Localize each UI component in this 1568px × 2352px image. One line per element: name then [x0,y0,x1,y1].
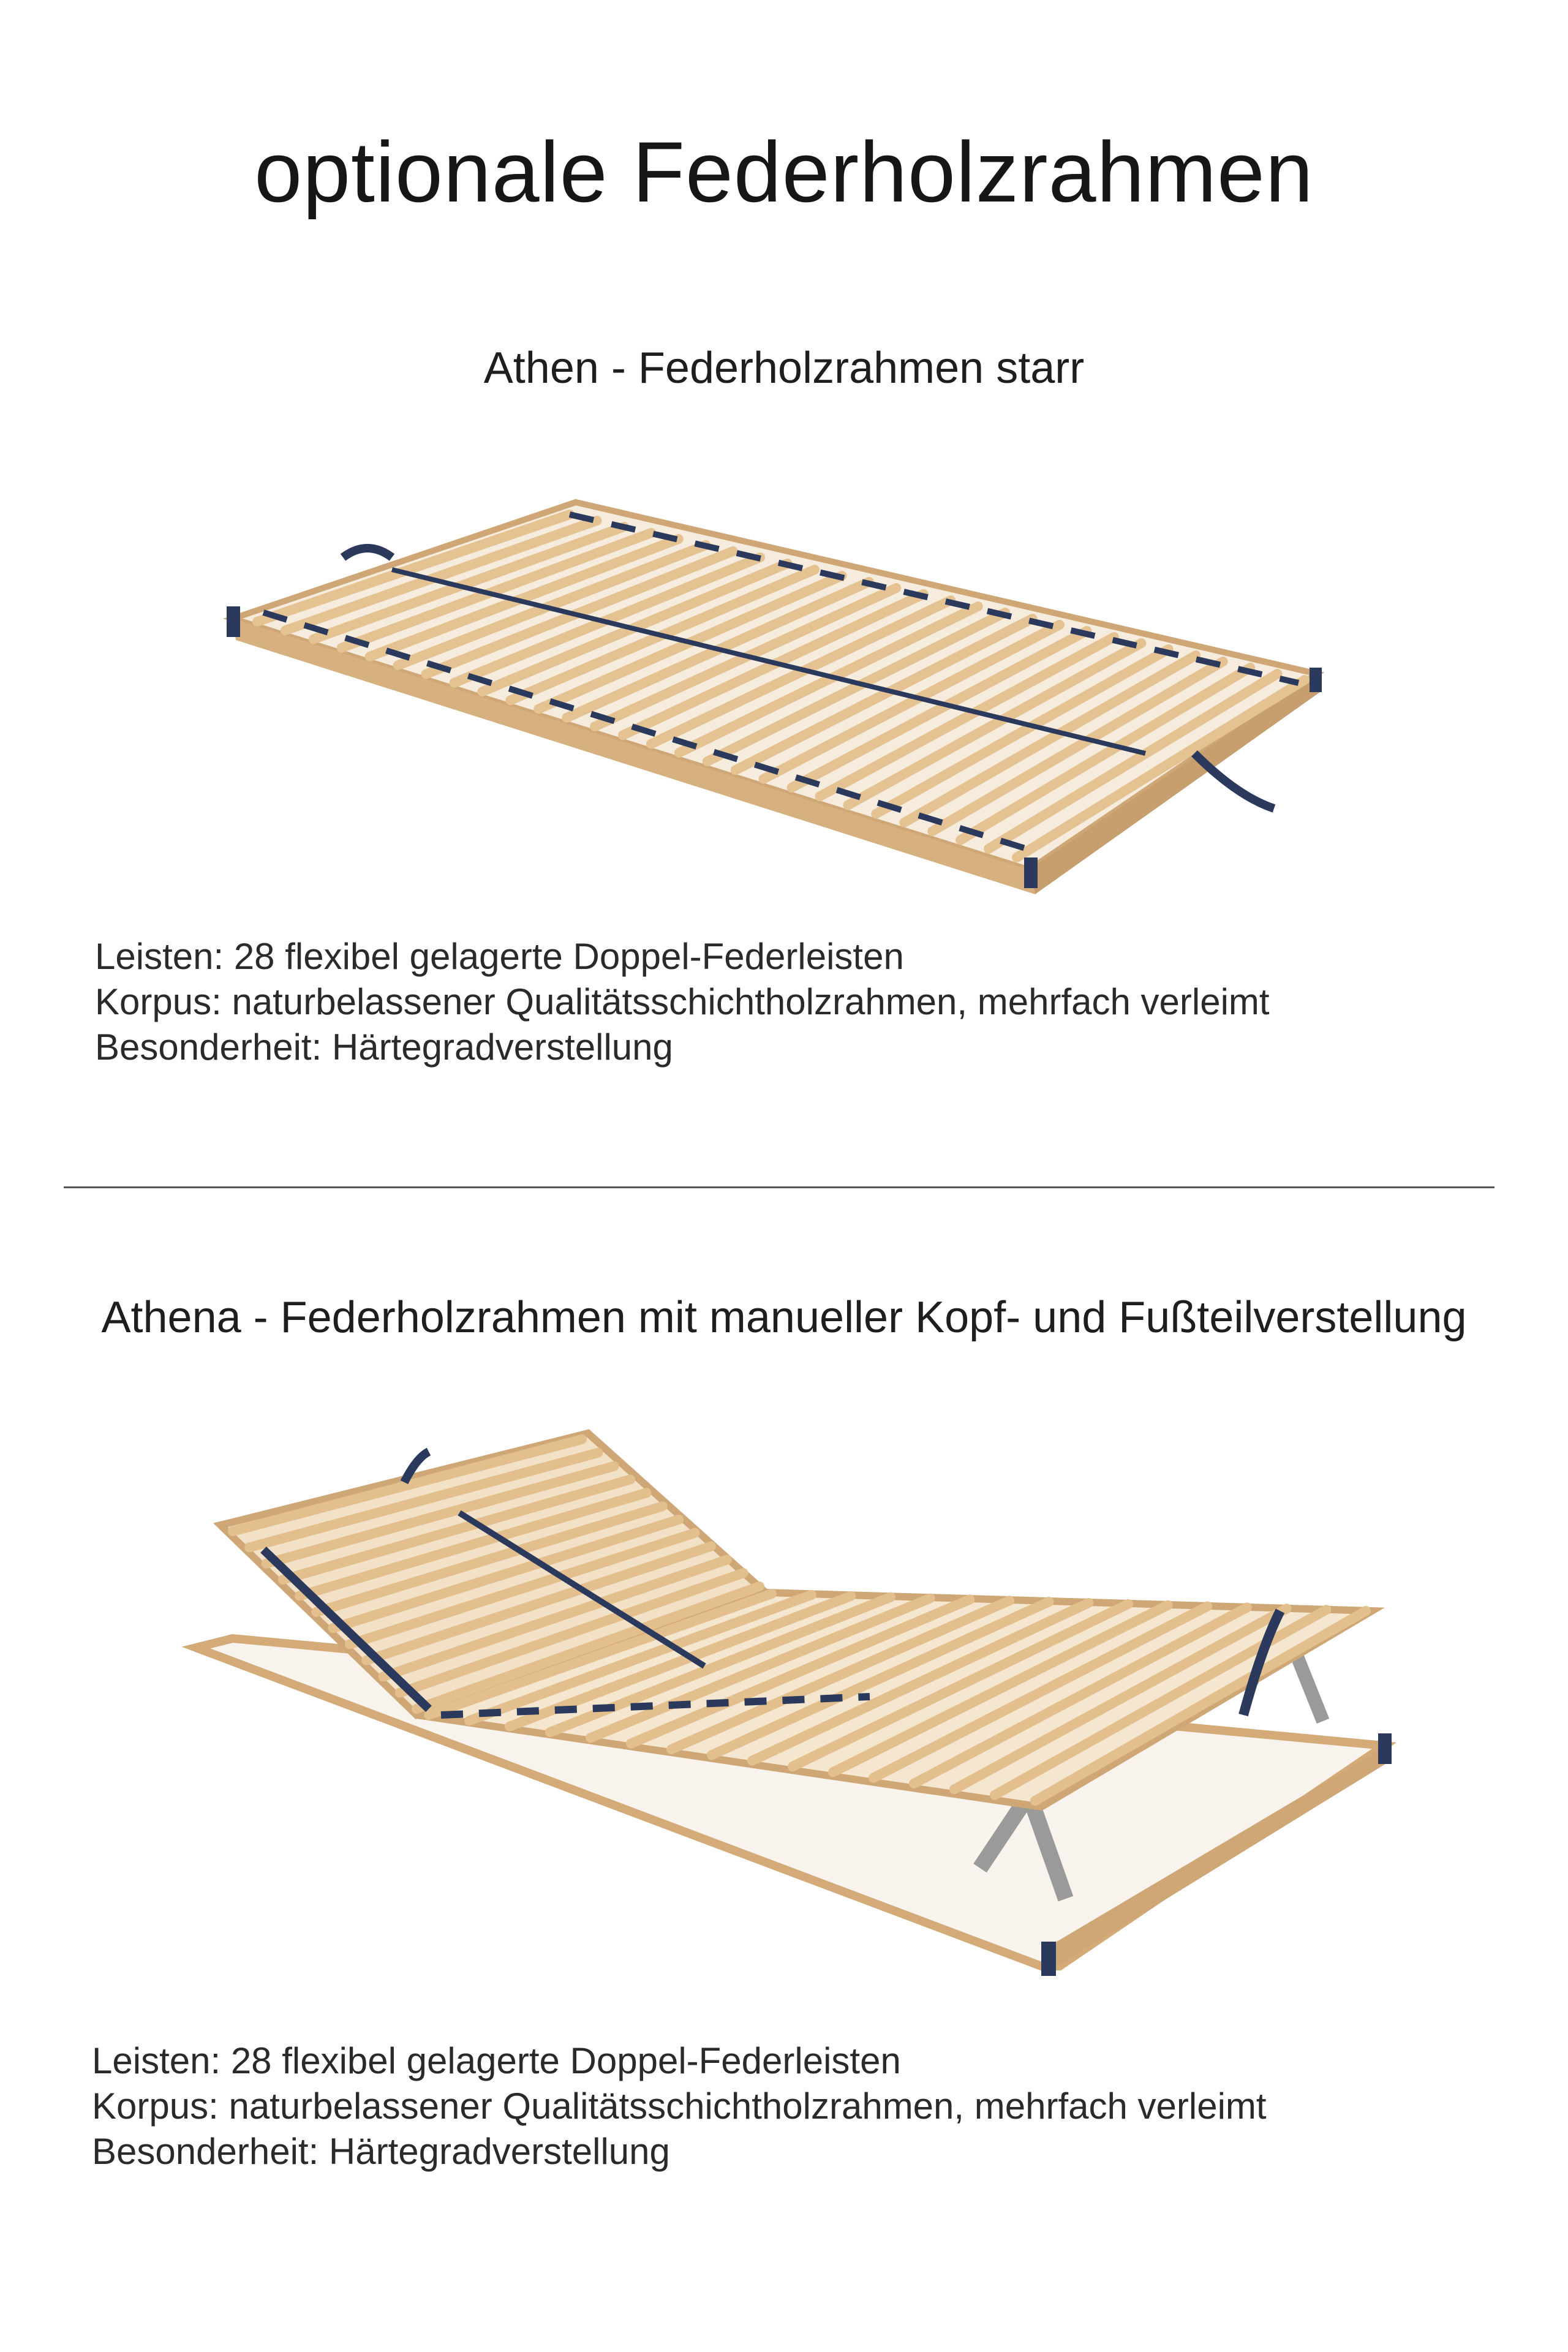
page-title: optionale Federholzrahmen [254,124,1314,220]
spec-slats: Leisten: 28 flexibel gelagerte Doppel-Federleisten [92,2040,901,2081]
product-specs-athen [95,934,1270,1070]
product-specs-athena [92,2038,1267,2174]
adjustable-slatted-frame-image [0,1427,1568,2009]
spec-slats: Leisten: 28 flexibel gelagerte Doppel-Federleisten [95,936,904,977]
spec-feature: Besonderheit: Härtegradverstellung [95,1027,673,1068]
product-title-athena: Athena - Federholzrahmen mit manueller Kopf- und Fußteilverstellung [101,1293,1467,1342]
section-divider [64,1186,1494,1188]
spec-body: Korpus: naturbelassener Qualitätsschichtholzrahmen, mehrfach verleimt [95,981,1270,1022]
spec-body: Korpus: naturbelassener Qualitätsschichtholzrahmen, mehrfach verleimt [92,2086,1267,2127]
spec-feature: Besonderheit: Härtegradverstellung [92,2131,670,2172]
rigid-slatted-frame-image [0,466,1568,907]
product-title-athen: Athen - Federholzrahmen starr [483,344,1085,393]
